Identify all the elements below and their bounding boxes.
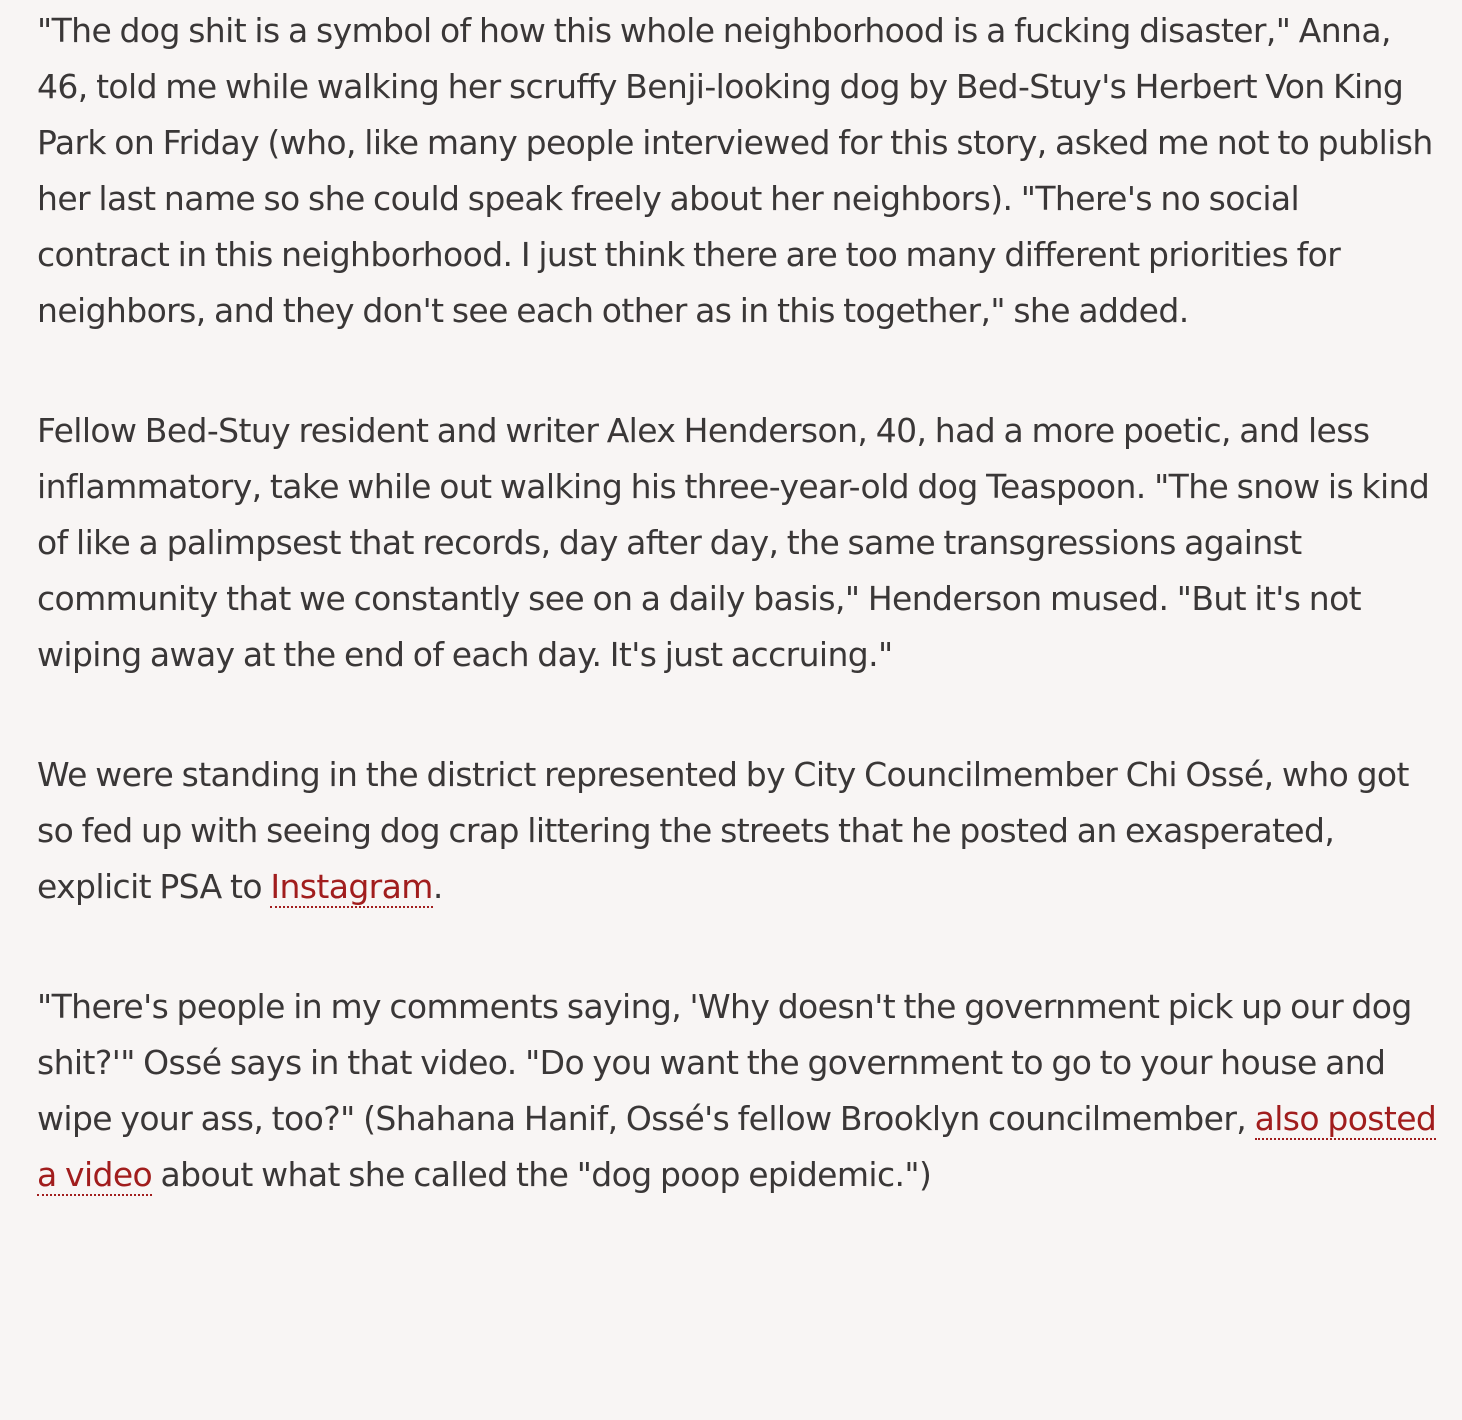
instagram-link[interactable]: Instagram xyxy=(270,867,433,906)
also-posted-video-link[interactable]: also posted a video xyxy=(37,1099,1437,1194)
paragraph-anna-quote xyxy=(37,3,1437,339)
paragraph-text: Fellow Bed-Stuy resident and writer Alex Henderson, 40, had a more poetic, and less inflammatory, take while out walking his three-year-old dog Teaspoon. "The snow is kind of like a palimpsest that records, day after day, the same transgressions against community that we constantly see on a daily basis," Henderson mused. "But it's not wiping away at the end of each day. It's just accruing." xyxy=(37,411,1430,674)
paragraph-text: . xyxy=(432,867,443,906)
paragraph-osse-video xyxy=(37,979,1437,1203)
paragraph-osse-district xyxy=(37,747,1437,915)
paragraph-text: "The dog shit is a symbol of how this whole neighborhood is a fucking disaster," Anna, 46, told me while walking her scruffy Benji-looking dog by Bed-Stuy's Herbert Von King Park on Friday (who, like many people interviewed for this story, asked me not to publish her last name so she could speak freely about her neighbors). "There's no social contract in this neighborhood. I just think there are too many different priorities for neighbors, and they don't see each other as in this together," she added. xyxy=(37,11,1433,330)
paragraph-text: "There's people in my comments saying, 'Why doesn't the government pick up our dog shit?'" Ossé says in that video. "Do you want the government to go to your house and wipe your ass, too?" (Shahana Hanif, Ossé's fellow Brooklyn councilmember, xyxy=(37,987,1412,1138)
paragraph-text: We were standing in the district represented by City Councilmember Chi Ossé, who got so fed up with seeing dog crap littering the streets that he posted an exasperated, explicit PSA to xyxy=(37,755,1409,906)
paragraph-henderson-quote xyxy=(37,403,1437,683)
article-body xyxy=(37,0,1437,1267)
paragraph-text: about what she called the "dog poop epidemic.") xyxy=(152,1155,932,1194)
